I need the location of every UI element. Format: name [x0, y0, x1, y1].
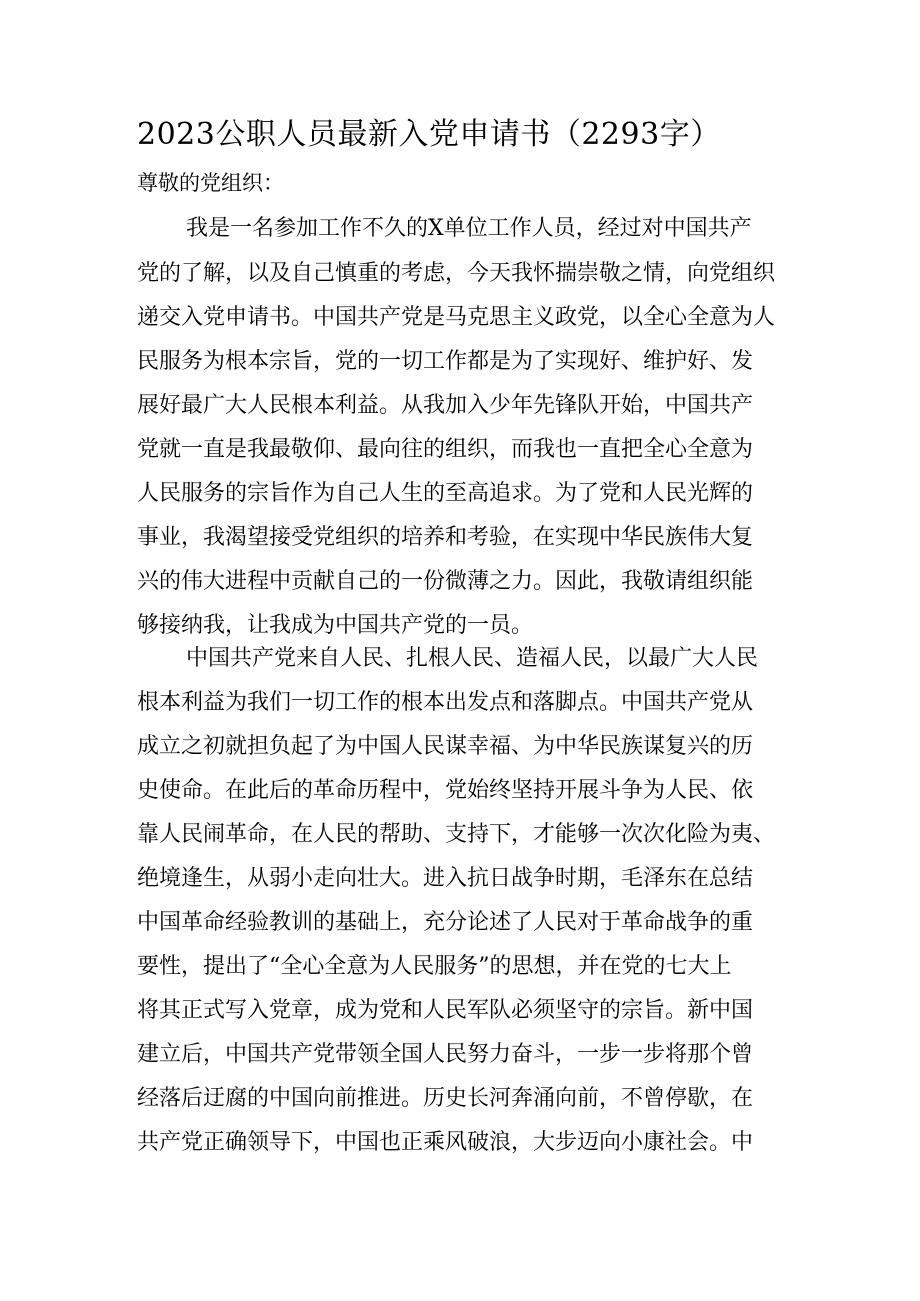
text-line: 中国共产党来自人民、扎根人民、造福人民，以最广大人民 [186, 646, 759, 671]
text-line: 共产党正确领导下，中国也正乘风破浪，大步迈向小康社会。中 [137, 1130, 754, 1155]
text-line: 要性，提出了“全心全意为人民服务”的思想，并在党的七大上 [137, 954, 732, 979]
text-line: 建立后，中国共产党带领全国人民努力奋斗，一步一步将那个曾 [137, 1042, 754, 1067]
text-line: 事业，我渴望接受党组织的培养和考验，在实现中华民族伟大复 [137, 525, 754, 550]
text-line: 中国革命经验教训的基础上，充分论述了人民对于革命战争的重 [137, 910, 754, 935]
text-line: 根本利益为我们一切工作的根本出发点和落脚点。中国共产党从 [137, 690, 754, 715]
text-line: 民服务为根本宗旨，党的一切工作都是为了实现好、维护好、发 [137, 349, 754, 374]
text-line: 经落后迂腐的中国向前推进。历史长河奔涌向前，不曾停歇，在 [137, 1086, 754, 1111]
text-line: 史使命。在此后的革命历程中，党始终坚持开展斗争为人民、依 [137, 778, 754, 803]
text-line: 够接纳我，让我成为中国共产党的一员。 [137, 613, 534, 638]
text-line: 递交入党申请书。中国共产党是马克思主义政党，以全心全意为人 [137, 305, 776, 330]
text-line: 靠人民闹革命，在人民的帮助、支持下，才能够一次次化险为夷、 [137, 822, 776, 847]
text-line: 人民服务的宗旨作为自己人生的至高追求。为了党和人民光辉的 [137, 481, 754, 506]
text-line: 我是一名参加工作不久的X单位工作人员，经过对中国共产 [186, 216, 752, 241]
text-line: 绝境逢生，从弱小走向壮大。进入抗日战争时期，毛泽东在总结 [137, 866, 754, 891]
text-line: 将其正式写入党章，成为党和人民军队必须坚守的宗旨。新中国 [137, 998, 754, 1023]
text-line: 成立之初就担负起了为中国人民谋幸福、为中华民族谋复兴的历 [137, 734, 754, 759]
text-line: 兴的伟大进程中贡献自己的一份微薄之力。因此，我敬请组织能 [137, 569, 754, 594]
text-line: 党就一直是我最敬仰、最向往的组织，而我也一直把全心全意为 [137, 437, 754, 462]
document-title: 2023公职人员最新入党申请书（2293字） [137, 117, 721, 152]
salutation: 尊敬的党组织： [137, 171, 284, 195]
text-line: 展好最广大人民根本利益。从我加入少年先锋队开始，中国共产 [137, 393, 754, 418]
text-line: 党的了解，以及自己慎重的考虑，今天我怀揣崇敬之情，向党组织 [137, 261, 776, 286]
